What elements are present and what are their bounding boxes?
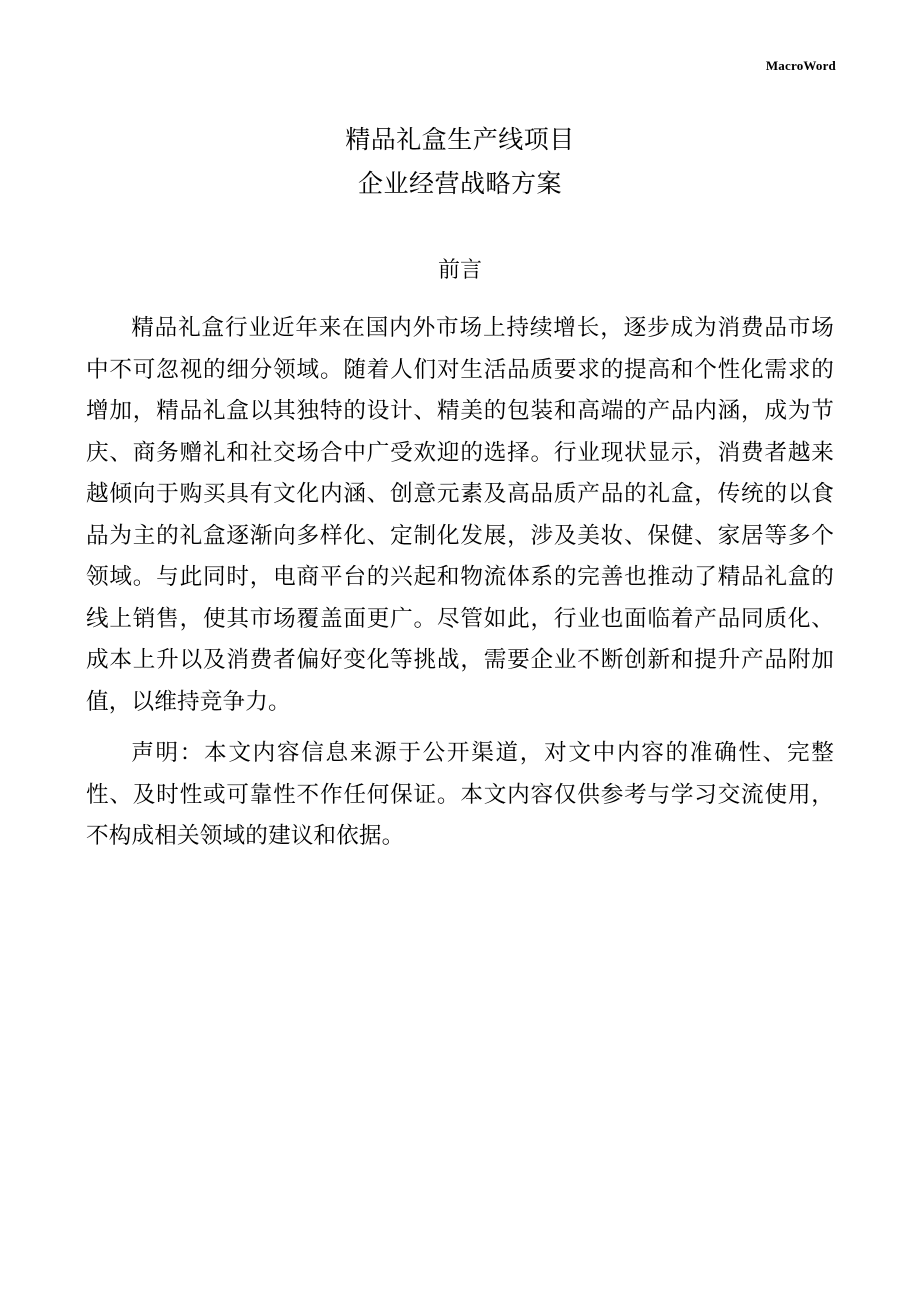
preface-paragraph: 精品礼盒行业近年来在国内外市场上持续增长，逐步成为消费品市场中不可忽视的细分领域。随着人们对生活品质要求的提高和个性化需求的增加，精品礼盒以其独特的设计、精美的包装和高端的产品内涵，成为节庆、商务赠礼和社交场合中广受欢迎的选择。行业现状显示，消费者越来越倾向于购买具有文化内涵、创意元素及高品质产品的礼盒，传统的以食品为主的礼盒逐渐向多样化、定制化发展，涉及美妆、保健、家居等多个领域。与此同时，电商平台的兴起和物流体系的完善也推动了精品礼盒的线上销售，使其市场覆盖面更广。尽管如此，行业也面临着产品同质化、成本上升以及消费者偏好变化等挑战，需要企业不断创新和提升产品附加值，以维持竞争力。 bbox=[86, 315, 834, 715]
header-brand: MacroWord bbox=[765, 58, 836, 73]
preface-body bbox=[86, 308, 834, 868]
document-title bbox=[0, 118, 920, 206]
title-line-2: 企业经营战略方案 bbox=[357, 169, 562, 198]
preface-heading: 前言 bbox=[437, 258, 482, 283]
disclaimer-paragraph: 声明：本文内容信息来源于公开渠道，对文中内容的准确性、完整性、及时性或可靠性不作任何保证。本文内容仅供参考与学习交流使用，不构成相关领域的建议和依据。 bbox=[86, 740, 834, 849]
title-line-1: 精品礼盒生产线项目 bbox=[345, 125, 575, 154]
